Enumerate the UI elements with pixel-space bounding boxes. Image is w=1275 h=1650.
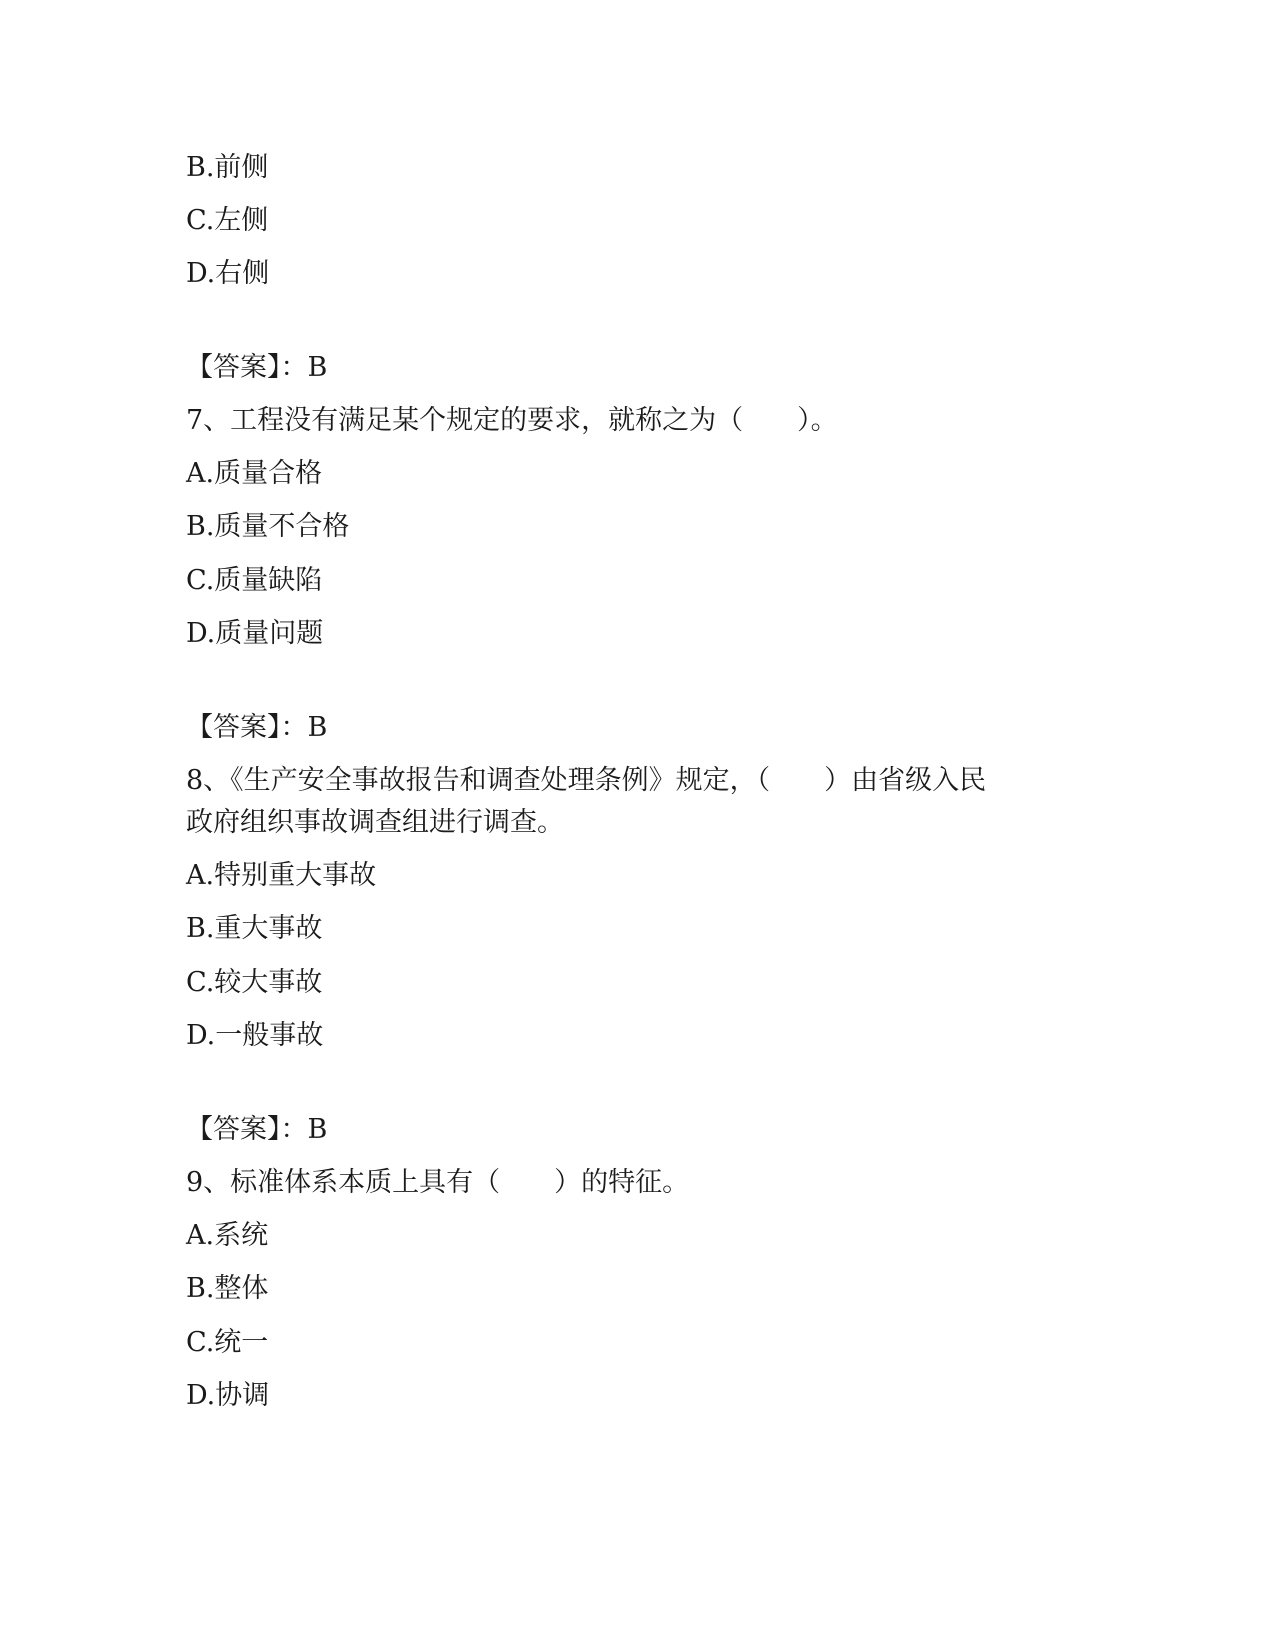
q8-option-b: B.重大事故 [186,913,323,944]
q9-option-d: D.协调 [186,1380,270,1411]
q8-option-c: C.较大事故 [186,967,323,998]
q7-option-d: D.质量问题 [186,618,324,649]
q8-answer: 【答案】：B [186,1114,328,1145]
q8-stem-line1: 8、《生产安全事故报告和调查处理条例》规定，（ ）由省级入民 [186,765,987,796]
q9-option-b: B.整体 [186,1273,269,1304]
q8-option-a: A.特别重大事故 [186,860,377,891]
q9-stem: 9、标准体系本质上具有（ ）的特征。 [186,1167,690,1198]
q7-option-c: C.质量缺陷 [186,565,323,596]
q6-answer: 【答案】：B [186,352,328,383]
q7-answer: 【答案】：B [186,712,328,743]
q7-option-a: A.质量合格 [186,458,323,489]
q9-option-c: C.统一 [186,1327,269,1358]
q6-option-d: D.右侧 [186,258,270,289]
q7-stem: 7、工程没有满足某个规定的要求，就称之为（ ）。 [186,405,838,436]
q8-option-d: D.一般事故 [186,1020,324,1051]
q9-option-a: A.系统 [186,1220,269,1251]
q6-option-b: B.前侧 [186,152,269,183]
q8-stem-line2: 政府组织事故调查组进行调查。 [186,807,564,838]
q6-option-c: C.左侧 [186,205,269,236]
q7-option-b: B.质量不合格 [186,511,350,542]
